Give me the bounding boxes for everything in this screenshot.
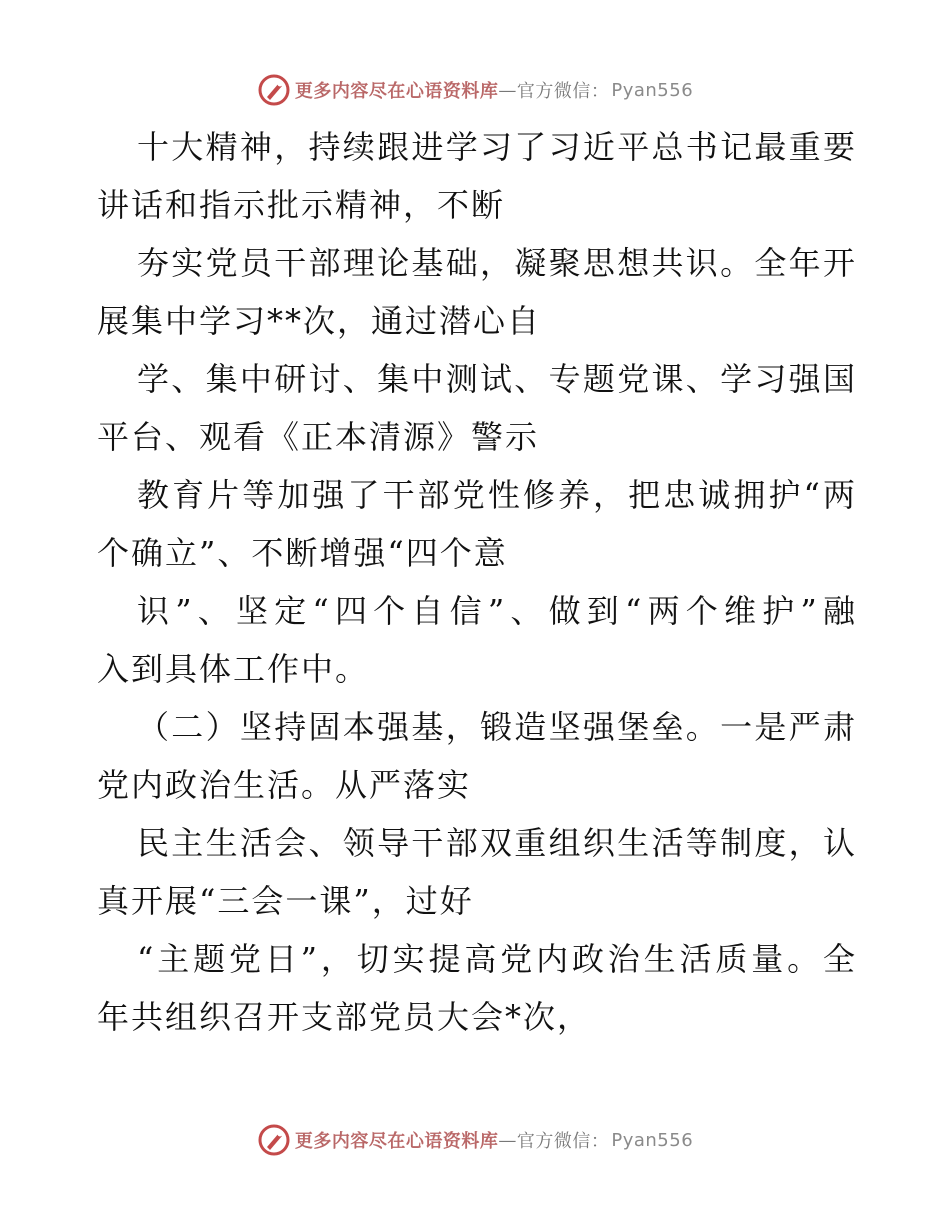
body-line: （二）坚持固本强基，锻造坚强堡垒。一是严肃: [137, 708, 857, 746]
watermark-main-text: 更多内容尽在心语资料库: [294, 1131, 499, 1152]
body-line: 夯实党员干部理论基础，凝聚思想共识。全年开: [137, 244, 857, 282]
body-line: 年共组织召开支部党员大会*次，: [97, 998, 592, 1036]
pen-nib-logo-icon: [257, 1123, 291, 1157]
watermark-main-text: 更多内容尽在心语资料库: [294, 81, 499, 102]
body-line: 讲话和指示批示精神，不断: [97, 186, 506, 224]
body-line: 教育片等加强了干部党性修养，把忠诚拥护“两: [137, 476, 857, 514]
body-line: 个确立”、不断增强“四个意: [97, 534, 508, 572]
body-line: 民主生活会、领导干部双重组织生活等制度，认: [137, 824, 857, 862]
footer-watermark: [0, 1120, 950, 1160]
body-line: 党内政治生活。从严落实: [97, 766, 472, 804]
body-line: 真开展“三会一课”，过好: [97, 882, 474, 920]
watermark-contact-text: 官方微信：: [516, 1131, 610, 1152]
body-line: 学、集中研讨、集中测试、专题党课、学习强国: [137, 360, 857, 398]
header-watermark: [0, 70, 950, 110]
body-line: 展集中学习**次，通过潜心自: [97, 302, 542, 340]
document-body: [97, 118, 857, 1046]
body-line: 平台、观看《正本清源》警示: [97, 418, 540, 456]
watermark-contact-id: Pyan556: [611, 1129, 694, 1151]
body-line: 十大精神，持续跟进学习了习近平总书记最重要: [137, 128, 857, 166]
pen-nib-logo-icon: [257, 73, 291, 107]
body-line: “主题党日”，切实提高党内政治生活质量。全: [137, 940, 857, 978]
body-line: 入到具体工作中。: [97, 650, 370, 688]
watermark-contact-id: Pyan556: [611, 79, 694, 101]
watermark-contact-text: 官方微信：: [516, 81, 610, 102]
watermark-separator: —: [498, 79, 517, 101]
watermark-separator: —: [498, 1129, 517, 1151]
body-line: 识”、坚定“四个自信”、做到“两个维护”融: [137, 592, 857, 630]
